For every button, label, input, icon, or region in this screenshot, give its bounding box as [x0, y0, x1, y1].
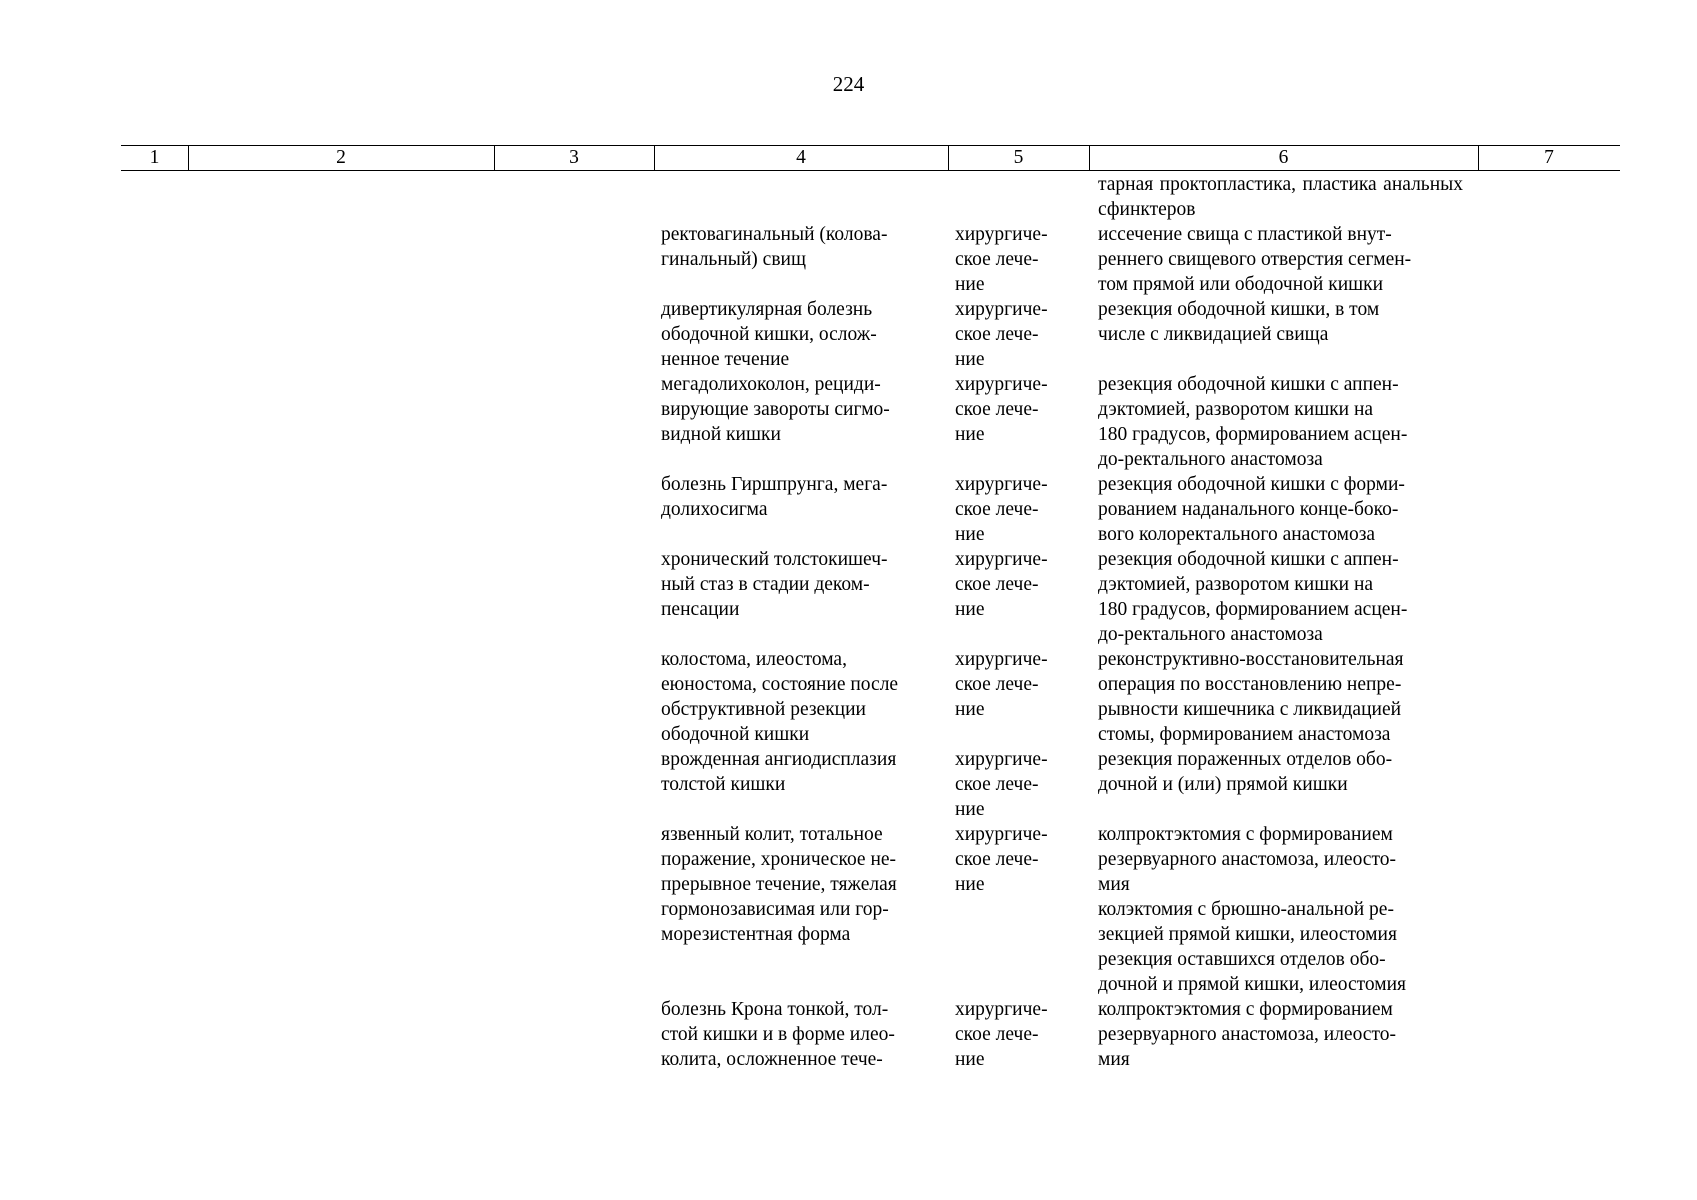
row-method: реконструктивно-восстановительная операция по восстановлению непре- рывности кишечника с ликвидацией стомы, формированием анастомоза: [1098, 649, 1404, 745]
row-treatment: хирургиче- ское лече- ние: [955, 999, 1048, 1070]
row-condition: болезнь Гиршпрунга, мега- долихосигма: [661, 474, 888, 520]
row-treatment: хирургиче- ское лече- ние: [955, 549, 1048, 620]
row-treatment: хирургиче- ское лече- ние: [955, 749, 1048, 820]
row-condition: болезнь Крона тонкой, тол- стой кишки и в форме илео- колита, осложненное тече-: [661, 999, 895, 1070]
continuation-method: тарная проктопластика, пластика анальных сфинктеров: [1098, 174, 1463, 220]
row-treatment: хирургиче- ское лече- ние: [955, 299, 1048, 370]
row-condition: язвенный колит, тотальное поражение, хроническое не- прерывное течение, тяжелая гормонозависимая или гор- морезистентная форма: [661, 824, 897, 945]
row-method: резекция ободочной кишки с аппен- дэктомией, разворотом кишки на 180 градусов, формированием асцен- до-ректального анастомоза: [1098, 549, 1408, 645]
page-number: 224: [832, 72, 865, 96]
row-method: колпроктэктомия с формированием резервуарного анастомоза, илеосто- мия: [1098, 999, 1396, 1070]
row-method: иссечение свища с пластикой внут- реннего свищевого отверстия сегмен- том прямой или ободочной кишки: [1098, 224, 1412, 295]
row-treatment: хирургиче- ское лече- ние: [955, 649, 1048, 720]
header-col-3: 3: [569, 147, 579, 168]
header-col-7: 7: [1544, 147, 1554, 168]
row-condition: врожденная ангиодисплазия толстой кишки: [661, 749, 897, 795]
row-method: резекция ободочной кишки с аппен- дэктомией, разворотом кишки на 180 градусов, формированием асцен- до-ректального анастомоза: [1098, 374, 1408, 470]
row-treatment: хирургиче- ское лече- ние: [955, 374, 1048, 445]
row-condition: мегадолихоколон, рециди- вирующие завороты сигмо- видной кишки: [661, 374, 890, 445]
header-col-2: 2: [336, 147, 346, 168]
row-method: резекция ободочной кишки с форми- рованием наданального конце-боко- вого колоректального анастомоза: [1098, 474, 1405, 545]
table-header-row: [121, 145, 1620, 171]
row-method: резекция пораженных отделов обо- дочной и (или) прямой кишки: [1098, 749, 1393, 795]
header-col-6: 6: [1278, 147, 1289, 168]
row-condition: дивертикулярная болезнь ободочной кишки, ослож- ненное течение: [661, 299, 877, 370]
header-col-4: 4: [796, 147, 806, 168]
header-col-1: 1: [149, 147, 160, 168]
row-condition: ректовагинальный (колова- гинальный) свищ: [661, 224, 888, 270]
row-treatment: хирургиче- ское лече- ние: [955, 224, 1048, 295]
row-method: колпроктэктомия с формированием резервуарного анастомоза, илеосто- мия колэктомия с брюшно-анальной ре- зекцией прямой кишки, илеостомия резекция оставшихся отделов обо- дочной и прямой кишки, илеостомия: [1098, 824, 1407, 995]
row-condition: колостома, илеостома, еюностома, состояние после обструктивной резекции ободочной кишки: [661, 649, 899, 745]
row-condition: хронический толстокишеч- ный стаз в стадии деком- пенсации: [661, 549, 888, 620]
row-method: резекция ободочной кишки, в том числе с ликвидацией свища: [1098, 299, 1380, 345]
header-col-5: 5: [1013, 147, 1024, 168]
row-treatment: хирургиче- ское лече- ние: [955, 824, 1048, 895]
row-treatment: хирургиче- ское лече- ние: [955, 474, 1048, 545]
